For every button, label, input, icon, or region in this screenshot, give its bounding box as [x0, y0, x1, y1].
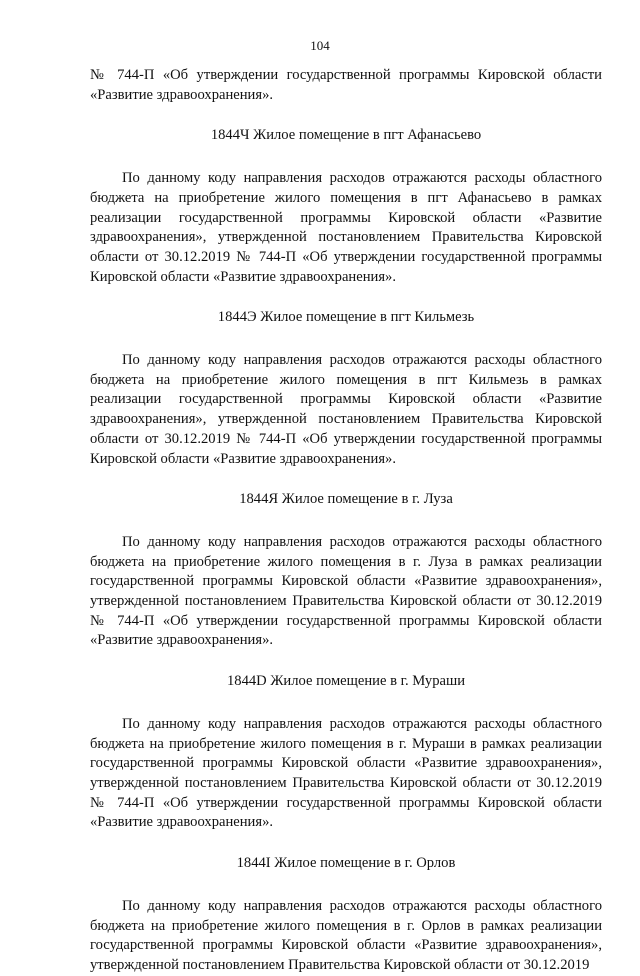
intro-paragraph: № 744-П «Об утверждении государственной программы Кировской области «Развитие здравоохранения».: [90, 67, 602, 103]
page-number: 104: [310, 38, 330, 53]
section-heading: 1844Ч Жилое помещение в пгт Афанасьево: [210, 127, 482, 144]
section-paragraph: По данному коду направления расходов отражаются расходы областного бюджета на приобретение жилого помещения в пгт Кильмезь в рамках реализации государственной программы Кировской области «Развитие здравоохранения», утвержденной постановлением Правительства Кировской области от 30.12.2019 № 744-П «Об утверждении государственной программы Кировской области «Развитие здравоохранения».: [90, 352, 602, 467]
section-paragraph: По данному коду направления расходов отражаются расходы областного бюджета на приобретение жилого помещения в г. Мураши в рамках реализации государственной программы Кировской области «Развитие здравоохранения», утвержденной постановлением Правительства Кировской области от 30.12.2019 № 744-П «Об утверждении государственной программы Кировской области «Развитие здравоохранения».: [90, 715, 602, 831]
section-heading: 1844D Жилое помещение в г. Мураши: [226, 673, 466, 690]
section-heading: 1844I Жилое помещение в г. Орлов: [236, 855, 456, 872]
section-paragraph: По данному коду направления расходов отражаются расходы областного бюджета на приобретение жилого помещения в г. Луза в рамках реализации государственной программы Кировской области «Развитие здравоохранения», утвержденной постановлением Правительства Кировской области от 30.12.2019 № 744-П «Об утверждении государственной программы Кировской области «Развитие здравоохранения».: [90, 533, 602, 649]
section-paragraph: По данному коду направления расходов отражаются расходы областного бюджета на приобретение жилого помещения в пгт Афанасьево в рамках реализации государственной программы Кировской области «Развитие здравоохранения», утвержденной постановлением Правительства Кировской области от 30.12.2019 № 744-П «Об утверждении государственной программы Кировской области «Развитие здравоохранения».: [90, 170, 602, 285]
section-heading: 1844Я Жилое помещение в г. Луза: [239, 491, 453, 508]
section-paragraph: По данному коду направления расходов отражаются расходы областного бюджета на приобретение жилого помещения в г. Орлов в рамках реализации государственной программы Кировской области «Развитие здравоохранения», утвержденной постановлением Правительства Кировской области от 30.12.2019: [90, 897, 602, 973]
section-heading: 1844Э Жилое помещение в пгт Кильмезь: [217, 309, 475, 326]
document-body: [90, 66, 602, 976]
